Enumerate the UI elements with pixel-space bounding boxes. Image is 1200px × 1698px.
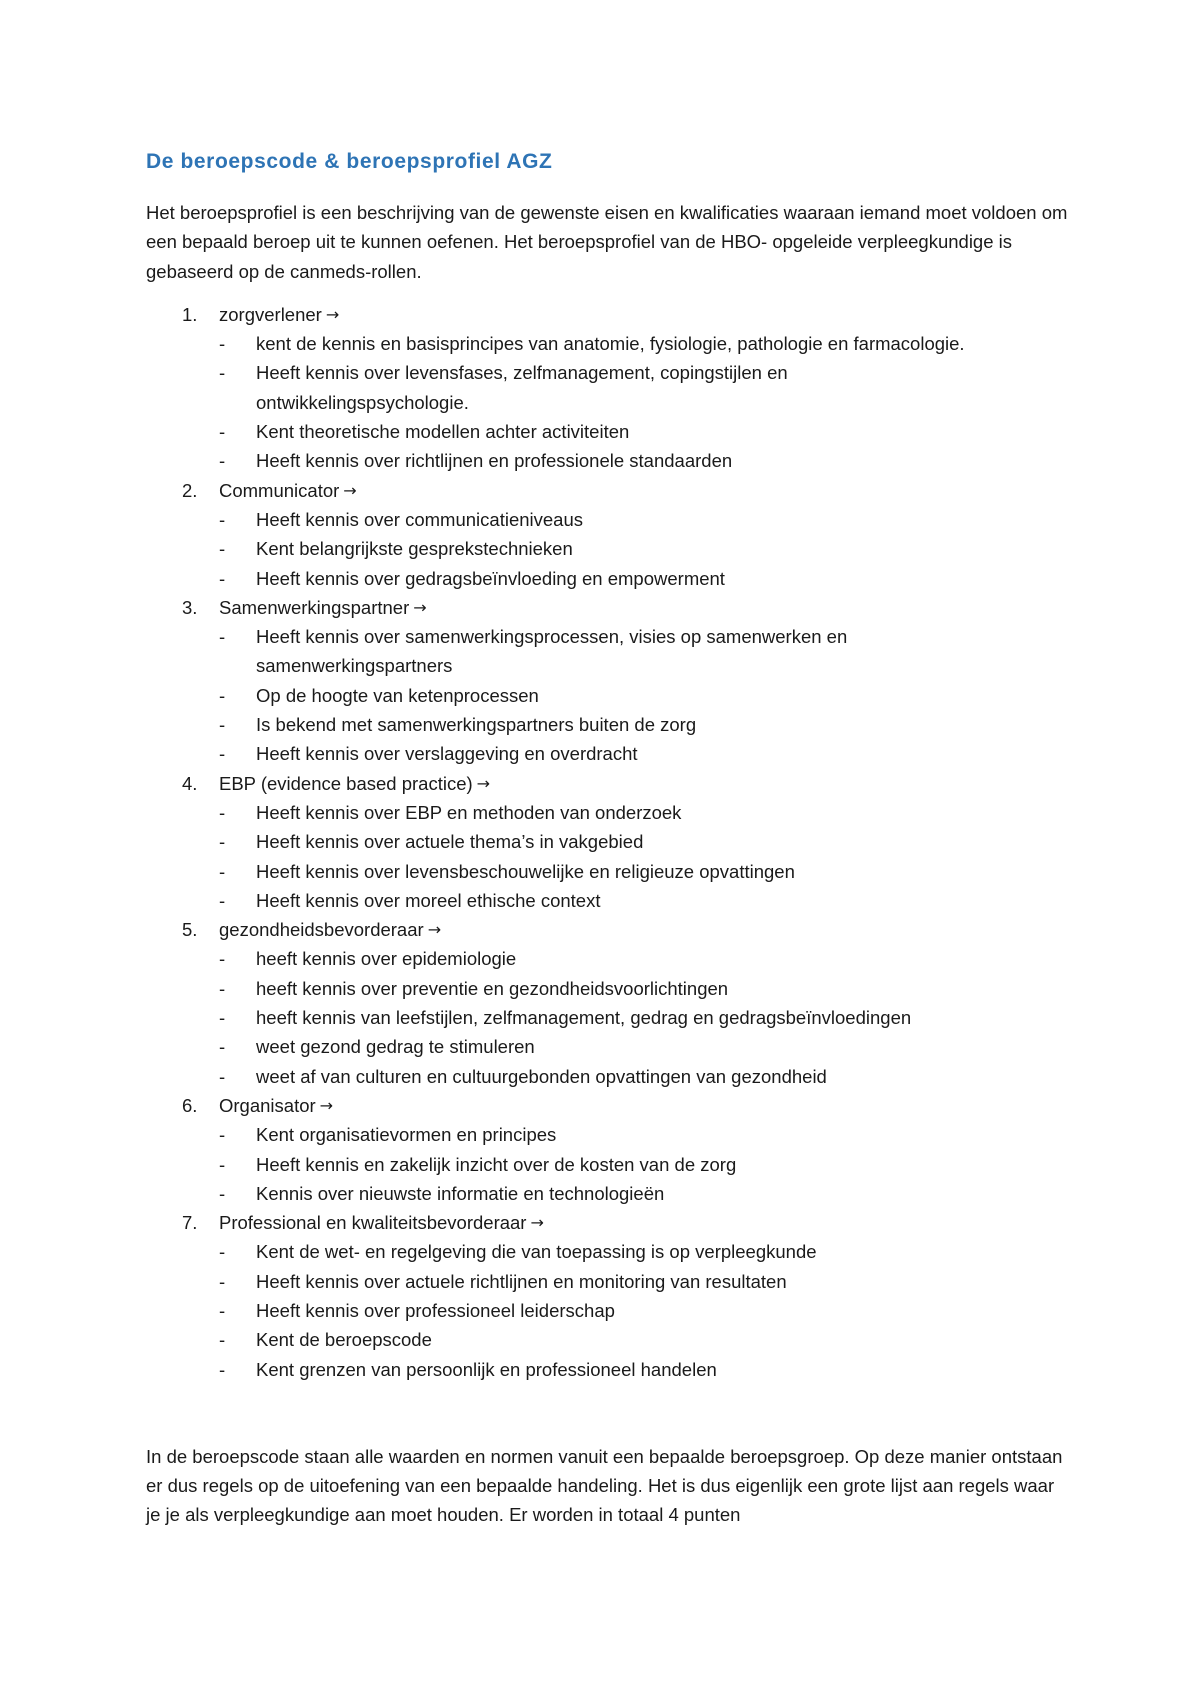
role-section <box>146 300 1070 476</box>
list-item <box>146 1032 1070 1061</box>
arrow-right-icon: → <box>413 597 427 617</box>
list-item <box>146 358 1070 417</box>
list-item <box>146 1355 1070 1384</box>
role-competency-list <box>146 329 1070 475</box>
dash-bullet-icon: - <box>219 860 226 882</box>
arrow-right-icon: → <box>530 1213 544 1233</box>
dash-bullet-icon: - <box>219 567 226 589</box>
dash-bullet-icon: - <box>219 684 226 706</box>
role-section <box>146 769 1070 915</box>
list-item-text: Is bekend met samenwerkingspartners buiten de zorg <box>256 714 697 736</box>
list-item-text: Kennis over nieuwste informatie en technologieën <box>256 1182 665 1204</box>
document-title: De beroepscode & beroepsprofiel AGZ <box>146 150 553 173</box>
list-item <box>146 1179 1070 1208</box>
dash-bullet-icon: - <box>219 714 226 736</box>
list-item <box>146 564 1070 593</box>
list-item <box>146 1325 1070 1354</box>
role-title: EBP (evidence based practice) <box>219 772 473 794</box>
arrow-right-icon: → <box>343 480 357 500</box>
dash-bullet-icon: - <box>219 333 226 355</box>
list-number: 2. <box>182 479 198 501</box>
dash-bullet-icon: - <box>219 1270 226 1292</box>
arrow-right-icon: → <box>325 304 340 324</box>
list-item-text: Heeft kennis over gedragsbeïnvloeding en empowerment <box>256 567 725 589</box>
list-number: 6. <box>182 1094 198 1116</box>
paragraph-spacer <box>146 1384 1070 1442</box>
list-item <box>146 857 1070 886</box>
list-item <box>146 329 1070 358</box>
dash-bullet-icon: - <box>219 977 226 999</box>
dash-bullet-icon: - <box>219 1241 226 1263</box>
arrow-right-icon: → <box>319 1095 334 1115</box>
dash-bullet-icon: - <box>219 743 226 765</box>
list-item-text: heeft kennis over epidemiologie <box>256 948 517 970</box>
dash-bullet-icon: - <box>219 626 226 648</box>
list-item-text: Heeft kennis en zakelijk inzicht over de kosten van de zorg <box>256 1153 737 1175</box>
role-title: Professional en kwaliteitsbevorderaar <box>219 1212 527 1234</box>
list-number: 4. <box>182 772 198 794</box>
role-title: zorgverlener <box>219 303 322 325</box>
dash-bullet-icon: - <box>219 421 226 443</box>
list-item <box>146 534 1070 563</box>
dash-bullet-icon: - <box>219 362 226 384</box>
list-item <box>146 505 1070 534</box>
list-number: 5. <box>182 919 198 941</box>
list-item-text: Heeft kennis over verslaggeving en overdracht <box>256 743 638 765</box>
list-item <box>146 827 1070 856</box>
list-number: 3. <box>182 596 198 618</box>
role-heading <box>146 476 1070 505</box>
dash-bullet-icon: - <box>219 831 226 853</box>
list-item-text: Kent grenzen van persoonlijk en professioneel handelen <box>256 1358 717 1380</box>
list-item <box>146 622 1070 681</box>
dash-bullet-icon: - <box>219 1124 226 1146</box>
role-section <box>146 476 1070 593</box>
list-item <box>146 1062 1070 1091</box>
dash-bullet-icon: - <box>219 1182 226 1204</box>
role-competency-list <box>146 944 1070 1090</box>
list-item <box>146 944 1070 973</box>
role-heading <box>146 300 1070 329</box>
dash-bullet-icon: - <box>219 1007 226 1029</box>
list-item <box>146 681 1070 710</box>
dash-bullet-icon: - <box>219 889 226 911</box>
closing-paragraph: In de beroepscode staan alle waarden en normen vanuit een bepaalde beroepsgroep. Op deze manier ontstaan er dus regels op de uitoefening van een bepaalde handeling. Het is dus eigenlijk een grote lijst aan regels waar je je als verpleegkundige aan moet houden. Er worden in totaal 4 punten <box>146 1445 1063 1526</box>
role-heading <box>146 769 1070 798</box>
dash-bullet-icon: - <box>219 948 226 970</box>
list-item <box>146 1120 1070 1149</box>
list-item <box>146 1237 1070 1266</box>
dash-bullet-icon: - <box>219 1358 226 1380</box>
list-item-text: Heeft kennis over samenwerkingsprocessen, visies op samenwerken en samenwerkingspartners <box>256 626 848 677</box>
list-item-text: kent de kennis en basisprincipes van anatomie, fysiologie, pathologie en farmacologie. <box>256 333 965 355</box>
list-item-text: Kent organisatievormen en principes <box>256 1124 557 1146</box>
list-item-text: Heeft kennis over levensfases, zelfmanagement, copingstijlen en ontwikkelingspsychologie. <box>256 362 788 413</box>
arrow-right-icon: → <box>476 773 491 793</box>
list-item <box>146 710 1070 739</box>
list-item <box>146 446 1070 475</box>
list-item-text: Heeft kennis over richtlijnen en professionele standaarden <box>256 450 733 472</box>
role-competency-list <box>146 622 1070 768</box>
role-title: gezondheidsbevorderaar <box>219 919 424 941</box>
dash-bullet-icon: - <box>219 538 226 560</box>
role-section <box>146 593 1070 769</box>
dash-bullet-icon: - <box>219 508 226 530</box>
list-item <box>146 739 1070 768</box>
list-item-text: Op de hoogte van ketenprocessen <box>256 684 539 706</box>
list-number: 1. <box>182 303 198 325</box>
dash-bullet-icon: - <box>219 1329 226 1351</box>
canmeds-role-list <box>146 300 1070 1384</box>
list-item-text: Heeft kennis over actuele thema’s in vakgebied <box>256 831 644 853</box>
role-section <box>146 1208 1070 1384</box>
dash-bullet-icon: - <box>219 1036 226 1058</box>
list-item-text: Heeft kennis over actuele richtlijnen en monitoring van resultaten <box>256 1270 787 1292</box>
list-item-text: Heeft kennis over moreel ethische context <box>256 889 601 911</box>
list-item-text: heeft kennis van leefstijlen, zelfmanagement, gedrag en gedragsbeïnvloedingen <box>256 1007 912 1029</box>
list-item-text: Kent de wet- en regelgeving die van toepassing is op verpleegkunde <box>256 1241 817 1263</box>
list-item <box>146 886 1070 915</box>
list-item <box>146 798 1070 827</box>
list-item-text: Kent de beroepscode <box>256 1329 432 1351</box>
role-competency-list <box>146 1237 1070 1383</box>
role-heading <box>146 1208 1070 1237</box>
role-competency-list <box>146 1120 1070 1208</box>
arrow-right-icon: → <box>427 920 442 940</box>
list-item <box>146 974 1070 1003</box>
role-title: Samenwerkingspartner <box>219 596 410 618</box>
intro-paragraph: Het beroepsprofiel is een beschrijving van de gewenste eisen en kwalificaties waaraan iemand moet voldoen om een bepaald beroep uit te kunnen oefenen. Het beroepsprofiel van de HBO- opgeleide verpleegkundige is gebaseerd op de canmeds-rollen. <box>146 202 1068 282</box>
role-title: Organisator <box>219 1094 316 1116</box>
role-title: Communicator <box>219 479 340 501</box>
list-item-text: Kent belangrijkste gesprekstechnieken <box>256 538 573 560</box>
list-item-text: heeft kennis over preventie en gezondheidsvoorlichtingen <box>256 977 729 999</box>
list-item <box>146 1267 1070 1296</box>
dash-bullet-icon: - <box>219 450 226 472</box>
list-item-text: Kent theoretische modellen achter activiteiten <box>256 421 630 443</box>
dash-bullet-icon: - <box>219 1299 226 1321</box>
list-item-text: Heeft kennis over levensbeschouwelijke en religieuze opvattingen <box>256 860 795 882</box>
list-item-text: weet af van culturen en cultuurgebonden opvattingen van gezondheid <box>256 1065 827 1087</box>
role-section <box>146 915 1070 1091</box>
list-item-text: Heeft kennis over communicatieniveaus <box>256 508 583 530</box>
dash-bullet-icon: - <box>219 1065 226 1087</box>
role-competency-list <box>146 505 1070 593</box>
list-item <box>146 417 1070 446</box>
list-item-text: Heeft kennis over EBP en methoden van onderzoek <box>256 801 682 823</box>
role-heading <box>146 593 1070 622</box>
list-item <box>146 1296 1070 1325</box>
role-competency-list <box>146 798 1070 915</box>
role-heading <box>146 1091 1070 1120</box>
dash-bullet-icon: - <box>219 1153 226 1175</box>
list-item-text: Heeft kennis over professioneel leiderschap <box>256 1299 615 1321</box>
list-item <box>146 1003 1070 1032</box>
list-item <box>146 1150 1070 1179</box>
dash-bullet-icon: - <box>219 801 226 823</box>
role-section <box>146 1091 1070 1208</box>
list-item-text: weet gezond gedrag te stimuleren <box>256 1036 535 1058</box>
role-heading <box>146 915 1070 944</box>
list-number: 7. <box>182 1212 198 1234</box>
